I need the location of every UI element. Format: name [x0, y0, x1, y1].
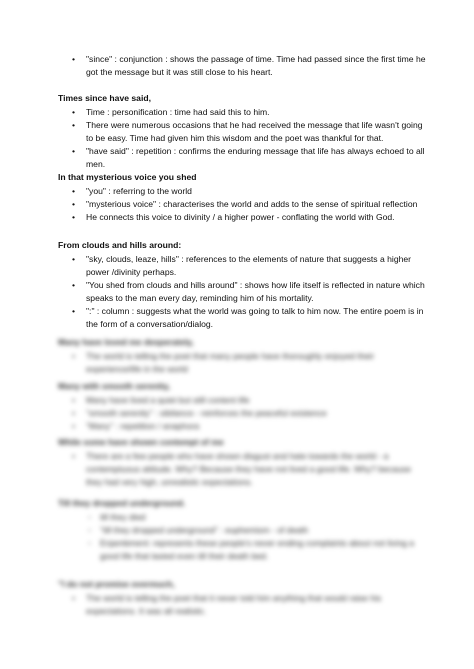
section-since: [58, 53, 428, 79]
section-heading: Times since have said,: [58, 93, 151, 103]
list-item: • ":" : column : suggests what the world was going to talk to him now. The entire poem is in the form of a conversation/dialog.: [58, 305, 428, 331]
section-heading: In that mysterious voice you shed: [58, 172, 197, 182]
bullet-list: [58, 450, 428, 489]
blurred-section-contempt: [58, 436, 428, 489]
bullet-list: [58, 394, 428, 433]
list-item: • "smooth serenity" : sibilance - reinforces the peaceful existence: [58, 407, 428, 420]
section-heading: Many have loved me desperately,: [58, 337, 194, 347]
section-heading: Many with smooth serenity,: [58, 381, 171, 391]
list-item: • There were numerous occasions that he had received the message that life wasn't going to be easy. Time had given him this wisdom and the poet was thankful for that.: [58, 119, 428, 145]
blurred-section-overmuch: [58, 578, 428, 618]
bullet-list: [58, 592, 428, 618]
list-item: • There are a few people who have shown disgust and hate towards the world - a contemptuous attitude. Why? Because they have not lived a good life. Why? because they had very high, unrealistic expectations.: [58, 450, 428, 489]
list-item: • He connects this voice to divinity / a higher power - conflating the world with God.: [58, 211, 428, 224]
bullet-list: [58, 511, 428, 563]
section-clouds-hills: [58, 239, 428, 331]
section-times-since: [58, 92, 428, 171]
list-item: • "since" : conjunction : shows the passage of time. Time had passed since the first time he got the message but it was still close to his heart.: [58, 53, 428, 79]
section-heading: While some have shown contempt of me: [58, 437, 224, 447]
section-heading: Till they dropped underground.: [58, 498, 186, 508]
blurred-section-loved: [58, 336, 428, 376]
list-item: • The world is telling the poet that it never told him anything that would raise his expectations. It was all realistic.: [58, 592, 428, 618]
list-item: • "sky, clouds, leaze, hills" : references to the elements of nature that suggests a higher power /divinity perhaps.: [58, 253, 428, 279]
list-item: ◦ "till they dropped underground" : euphemism - of death: [58, 524, 428, 537]
list-item: • "mysterious voice" : characterises the world and adds to the sense of spiritual reflection: [58, 198, 428, 211]
list-item: • The world is telling the poet that many people have thoroughly enjoyed their experience/life in the world: [58, 350, 428, 376]
list-item: • Many have lived a quiet but still content life: [58, 394, 428, 407]
bullet-list: [58, 106, 428, 171]
section-heading: From clouds and hills around:: [58, 240, 182, 250]
section-mysterious-voice: [58, 171, 428, 224]
bullet-list: [58, 185, 428, 224]
bullet-list: [58, 350, 428, 376]
section-heading: "I do not promise overmuch,: [58, 579, 175, 589]
bullet-list: [58, 53, 428, 79]
list-item: • Time : personification : time had said this to him.: [58, 106, 428, 119]
blurred-section-underground: [58, 497, 428, 563]
list-item: • "have said" : repetition : confirms the enduring message that life has always echoed to all men.: [58, 145, 428, 171]
list-item: ◦ till they died: [58, 511, 428, 524]
list-item: ◦ Enjambment: represents these people's never ending complaints about not living a good life that lasted even till their death bed.: [58, 537, 428, 563]
bullet-list: [58, 253, 428, 331]
list-item: • "Many" : repetition / anaphora: [58, 420, 428, 433]
list-item: • "You shed from clouds and hills around" : shows how life itself is reflected in nature which speaks to the man every day, reminding him of his mortality.: [58, 279, 428, 305]
list-item: • "you" : referring to the world: [58, 185, 428, 198]
blurred-section-serenity: [58, 380, 428, 433]
